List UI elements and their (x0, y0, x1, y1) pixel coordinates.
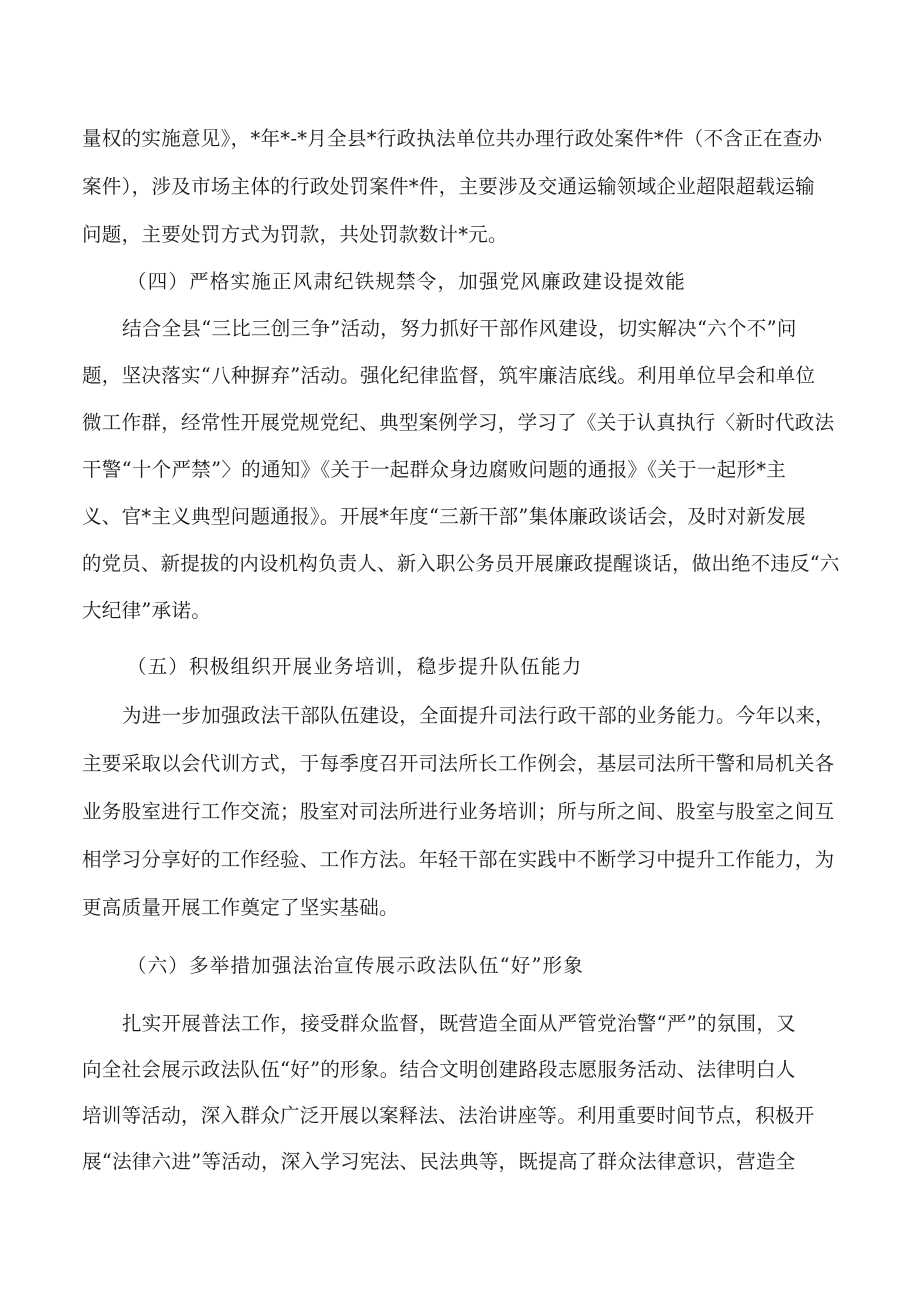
section-heading-5: （五）积极组织开展业务培训，稳步提升队伍能力 (127, 655, 583, 678)
paragraph-line: 为进一步加强政法干部队伍建设，全面提升司法行政干部的业务能力。今年以来， (122, 704, 835, 727)
paragraph-line: 题，坚决落实“八种摒弃”活动。强化纪律监督，筑牢廉洁底线。利用单位早会和单位 (82, 364, 816, 387)
paragraph-line: 问题，主要处罚方式为罚款，共处罚款数计*元。 (82, 223, 508, 246)
paragraph-line: 扎实开展普法工作，接受群众监督，既营造全面从严管党治警“严”的氛围，又 (122, 1012, 796, 1035)
paragraph-line: 微工作群，经常性开展党规党纪、典型案例学习，学习了《关于认真执行〈新时代政法 (82, 411, 835, 434)
paragraph-line: 案件），涉及市场主体的行政处罚案件*件，主要涉及交通运输领域企业超限超载运输 (82, 175, 815, 198)
paragraph-line: 义、官*主义典型问题通报》。开展*年度“三新干部”集体廉政谈话会，及时对新发展 (82, 505, 806, 528)
paragraph-line: 的党员、新提拔的内设机构负责人、新入职公务员开展廉政提醒谈话，做出绝不违反“六 (82, 552, 840, 575)
paragraph-line: 相学习分享好的工作经验、工作方法。年轻干部在实践中不断学习中提升工作能力，为 (82, 848, 835, 871)
paragraph-line: 向全社会展示政法队伍“好”的形象。结合文明创建路段志愿服务活动、法律明白人 (82, 1058, 796, 1081)
paragraph-line: 结合全县“三比三创三争”活动，努力抓好干部作风建设，切实解决“六个不”问 (122, 317, 797, 340)
section-heading-6: （六）多举措加强法治宣传展示政法队伍“好”形象 (127, 954, 585, 977)
paragraph-line: 业务股室进行工作交流；股室对司法所进行业务培训；所与所之间、股室与股室之间互 (82, 800, 835, 823)
paragraph-line: 更高质量开展工作奠定了坚实基础。 (82, 896, 399, 919)
paragraph-line: 培训等活动，深入群众广泛开展以案释法、法治讲座等。利用重要时间节点，积极开 (82, 1104, 815, 1127)
paragraph-line: 展“法律六进”等活动，深入学习宪法、民法典等，既提高了群众法律意识，营造全 (82, 1150, 796, 1173)
paragraph-line: 主要采取以会代训方式，于每季度召开司法所长工作例会，基层司法所干警和局机关各 (82, 752, 835, 775)
paragraph-line: 干警“十个严禁”〉的通知》《关于一起群众身边腐败问题的通报》《关于一起形*主 (82, 458, 787, 481)
paragraph-line: 量权的实施意见》，*年*-*月全县*行政执法单位共办理行政处案件*件（不含正在查办 (82, 127, 823, 150)
paragraph-line: 大纪律”承诺。 (82, 599, 212, 622)
section-heading-4: （四）严格实施正风肃纪铁规禁令，加强党风廉政建设提效能 (127, 270, 686, 293)
